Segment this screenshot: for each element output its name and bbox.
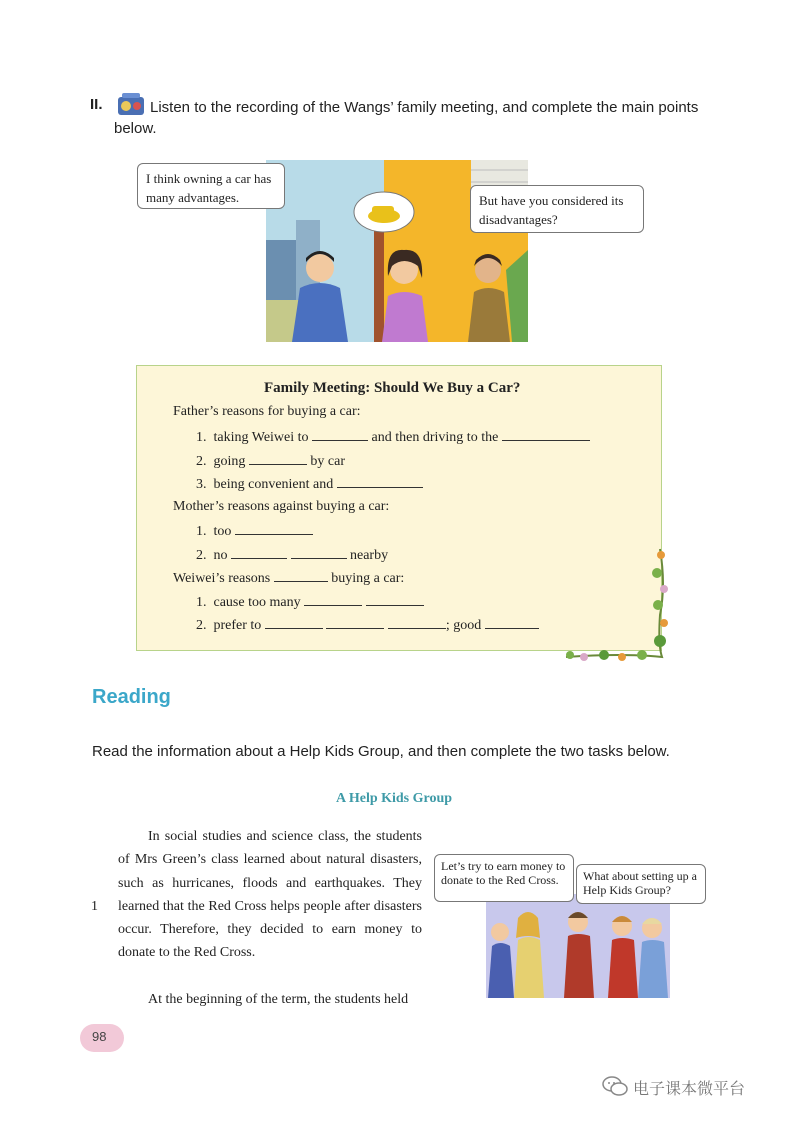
- watermark-text: 电子课本微平台: [633, 1079, 746, 1098]
- father-item-2: 2. going by car: [196, 454, 345, 469]
- answer-blank[interactable]: [235, 522, 313, 535]
- wechat-icon: [602, 1075, 628, 1097]
- answer-blank[interactable]: [366, 593, 424, 606]
- answer-blank[interactable]: [337, 475, 423, 488]
- article-paragraph-2: At the beginning of the term, the students held: [148, 992, 409, 1007]
- weiwei-item-1: 1. cause too many: [196, 593, 424, 611]
- speech-bubble-disadvantages: But have you considered its disadvantages?: [470, 185, 644, 233]
- vine-decoration-icon: [562, 545, 678, 667]
- answer-blank[interactable]: [312, 428, 368, 441]
- father-item-1: 1. taking Weiwei to and then driving to the: [196, 428, 590, 446]
- article-title: A Help Kids Group: [336, 791, 453, 806]
- answer-blank[interactable]: [274, 569, 328, 582]
- audio-recorder-icon: [116, 91, 146, 117]
- answer-blank[interactable]: [485, 616, 539, 629]
- weiwei-reasons-heading: Weiwei’s reasons buying a car:: [173, 571, 405, 586]
- speech-bubble-advantages: I think owning a car has many advantages.: [137, 163, 285, 209]
- exercise-number: II.: [90, 96, 103, 113]
- father-reasons-heading: Father’s reasons for buying a car:: [173, 404, 361, 419]
- speech-bubble-earn-money: Let’s try to earn money to donate to the Red Cross.: [434, 854, 574, 902]
- answer-blank[interactable]: [249, 452, 307, 465]
- answer-blank[interactable]: [291, 546, 347, 559]
- mother-item-2: 2. no nearby: [196, 548, 389, 563]
- answer-blank[interactable]: [502, 428, 590, 441]
- exercise-instruction-line1: Listen to the recording of the Wangs’ family meeting, and complete the main points: [150, 99, 699, 116]
- answer-blank[interactable]: [326, 616, 384, 629]
- exercise-instruction-line2: below.: [114, 120, 157, 137]
- answer-blank[interactable]: [388, 616, 446, 629]
- reading-instruction: Read the information about a Help Kids Group, and then complete the two tasks below.: [92, 743, 670, 760]
- reading-heading: Reading: [92, 686, 171, 708]
- answer-blank[interactable]: [231, 546, 287, 559]
- mother-item-1: 1. too: [196, 522, 313, 540]
- page-number: 98: [92, 1029, 107, 1044]
- family-meeting-title: Family Meeting: Should We Buy a Car?: [264, 380, 521, 396]
- speech-bubble-help-kids-group: What about setting up a Help Kids Group?: [576, 864, 706, 904]
- mother-reasons-heading: Mother’s reasons against buying a car:: [173, 499, 390, 514]
- line-number: 1: [91, 899, 98, 914]
- kids-group-illustration: [486, 894, 670, 998]
- article-paragraph-1: In social studies and science class, the students of Mrs Green’s class learned about natural disasters, such as hurricanes, floods and earthquakes. They learned that the Red Cross helps people after disasters occur. Therefore, they decided to earn money to donate to the Red Cross.: [118, 829, 422, 961]
- answer-blank[interactable]: [304, 593, 362, 606]
- father-item-3: 3. being convenient and: [196, 475, 423, 493]
- answer-blank[interactable]: [265, 616, 323, 629]
- weiwei-item-2: 2. prefer to ; good: [196, 616, 539, 634]
